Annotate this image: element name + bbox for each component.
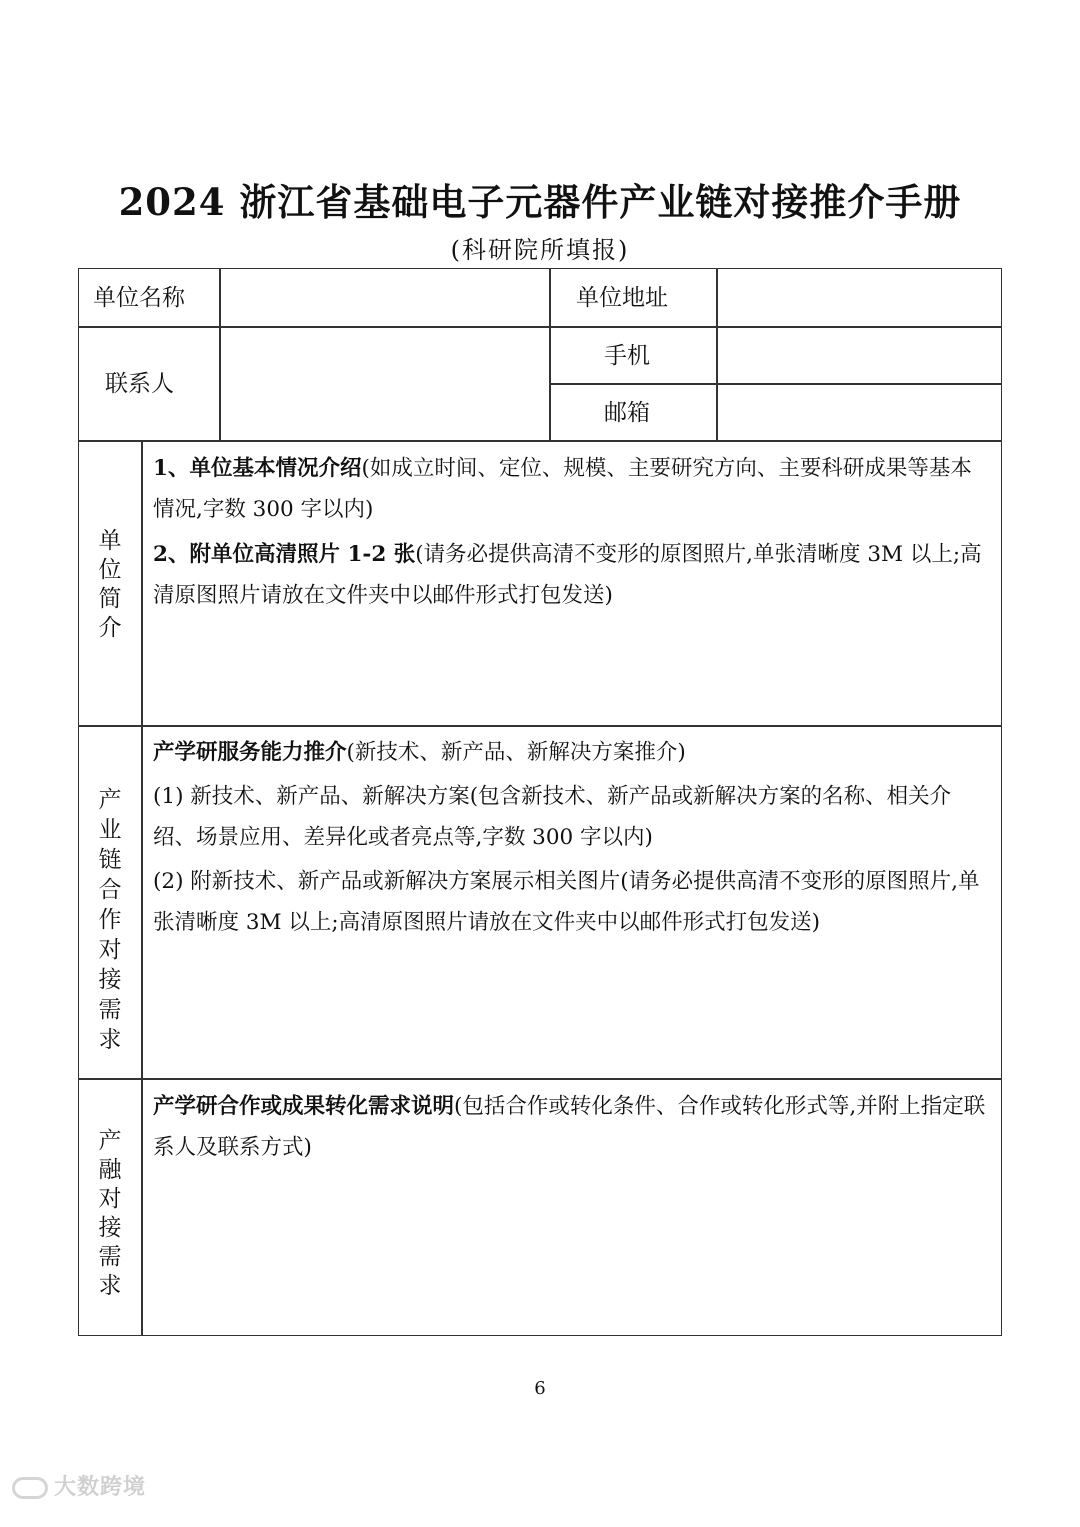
watermark-text: 大数跨境 — [54, 1475, 147, 1500]
contact-label: 联系人 — [105, 371, 174, 397]
intro-item-1-heading: 1、单位基本情况介绍 — [153, 456, 362, 481]
intro-item-2-heading: 2、附单位高清照片 1-2 张 — [153, 542, 416, 567]
watermark — [12, 1470, 146, 1501]
intro-section-label: 单位简介 — [98, 528, 122, 641]
chain-heading-bold: 产学研服务能力推介 — [153, 740, 347, 765]
page-number: 6 — [534, 1378, 546, 1399]
intro-item-1 — [153, 448, 993, 530]
chain-heading — [153, 732, 993, 773]
document-title: 2024 浙江省基础电子元器件产业链对接推介手册 — [118, 180, 962, 224]
chain-item-1: (1) 新技术、新产品、新解决方案(包含新技术、新产品或新解决方案的名称、相关介绍、场景应用、差异化或者亮点等,字数 300 字以内) — [153, 784, 952, 850]
phone-field[interactable] — [719, 329, 999, 382]
chain-item-2: (2) 附新技术、新产品或新解决方案展示相关图片(请务必提供高清不变形的原图照片,单张清晰度 3M 以上;高清原图照片请放在文件夹中以邮件形式打包发送) — [153, 869, 980, 935]
phone-label: 手机 — [604, 343, 650, 369]
contact-field[interactable] — [222, 329, 547, 438]
watermark-logo-icon — [12, 1477, 48, 1499]
email-field[interactable] — [719, 386, 999, 439]
unit-address-label: 单位地址 — [576, 285, 668, 311]
unit-name-label: 单位名称 — [93, 285, 185, 311]
email-label: 邮箱 — [604, 400, 650, 426]
chain-heading-text: (新技术、新产品、新解决方案推介) — [346, 740, 686, 765]
fusion-section-label: 产融对接需求 — [98, 1128, 122, 1299]
fusion-heading-text: (包括合作或转化条件、合作或转化形式等,并附上指定联系人及联系方式) — [153, 1094, 986, 1160]
fusion-heading — [153, 1086, 993, 1168]
fusion-heading-bold: 产学研合作或成果转化需求说明 — [153, 1094, 455, 1119]
chain-section-label: 产业链合作对接需求 — [98, 787, 122, 1053]
intro-item-2-text: (请务必提供高清不变形的原图照片,单张清晰度 3M 以上;高清原图照片请放在文件夹中以邮件形式打包发送) — [153, 542, 982, 608]
unit-address-field[interactable] — [719, 271, 999, 324]
intro-item-1-text: (如成立时间、定位、规模、主要研究方向、主要科研成果等基本情况,字数 300 字以内) — [153, 456, 972, 522]
intro-item-2 — [153, 534, 993, 616]
document-subtitle: (科研院所填报) — [450, 236, 630, 264]
unit-name-field[interactable] — [222, 271, 547, 324]
